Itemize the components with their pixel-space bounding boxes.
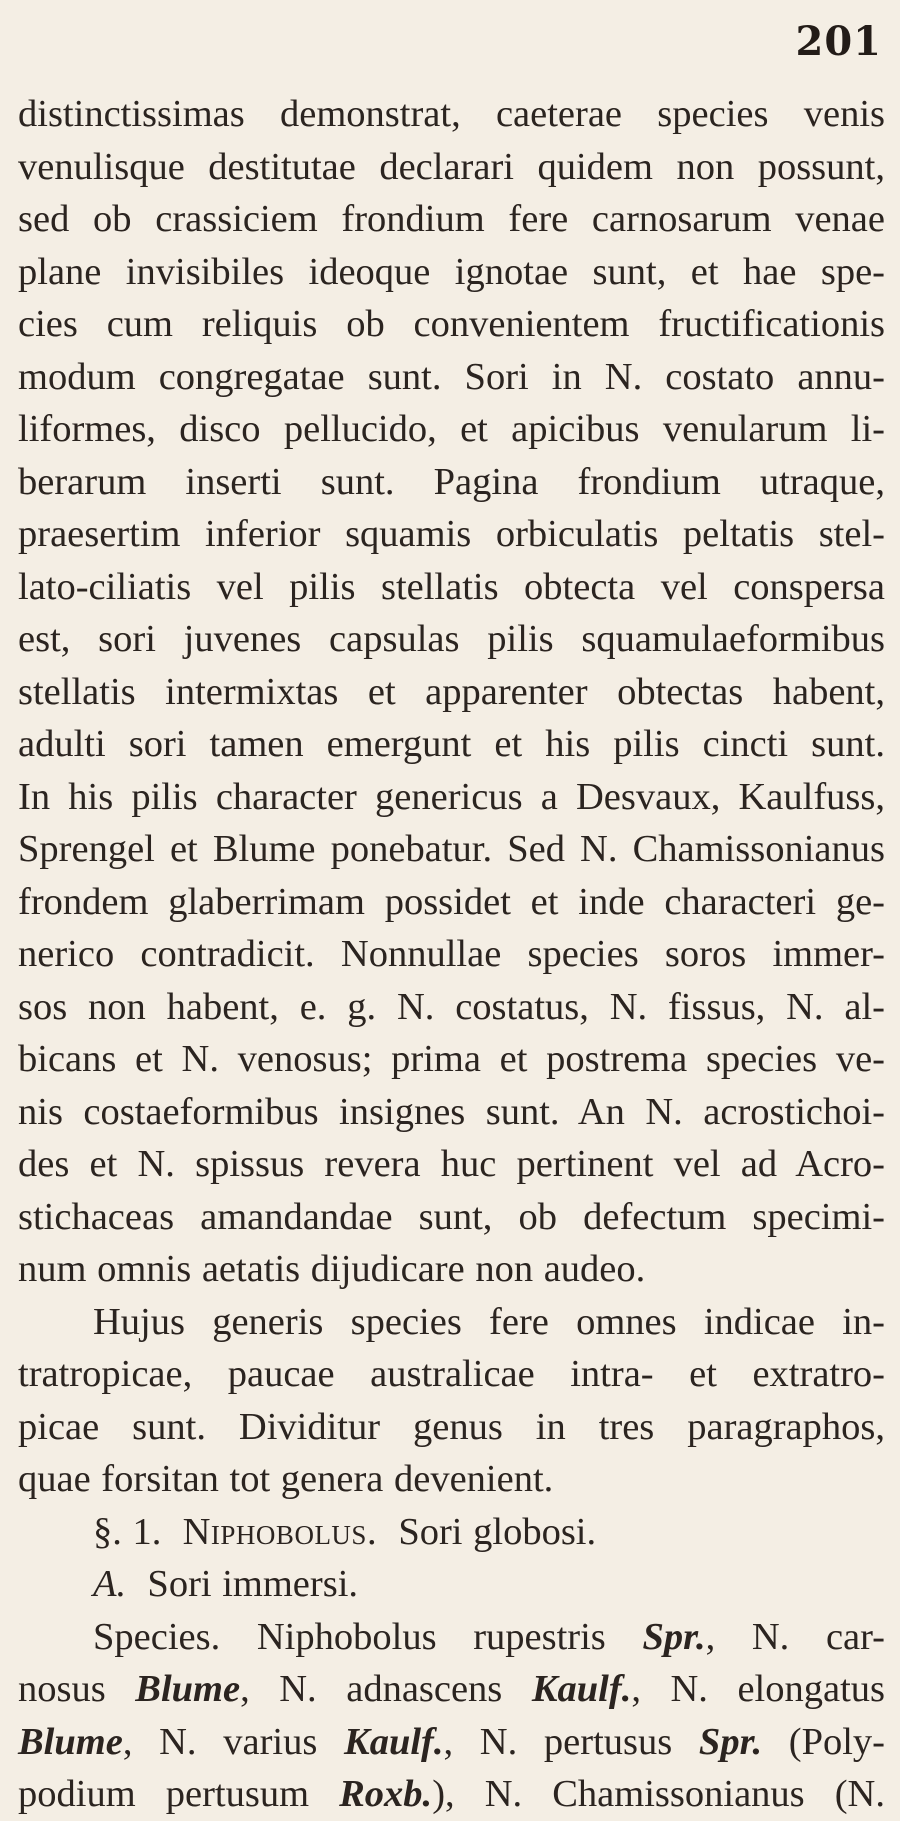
text-line [18,1768,885,1821]
text-line [18,1558,885,1611]
text-line [18,1663,885,1716]
text-line: nis costaeformibus insignes sunt. An N. acrostichoi- [18,1090,885,1133]
species-text: Species. Niphobolus rupestris [93,1615,643,1658]
text-line: modum congregatae sunt. Sori in N. costato annu- [18,355,885,398]
author-abbrev: Kaulf. [531,1668,632,1710]
paragraph-1 [18,88,885,1296]
text-line: est, sori juvenes capsulas pilis squamulaeformibus [18,618,885,660]
text-line: sed ob crassiciem frondium fere carnosarum venae [18,198,885,240]
species-text: podium pertusum [18,1773,340,1815]
species-text: , N. pertusus [443,1720,699,1763]
author-abbrev: Kaulf. [344,1720,444,1763]
section-heading [18,1506,885,1559]
page-number: 201 [795,18,882,65]
text-line: quae forsitan tot genera devenient. [18,1458,554,1500]
subsection-description: Sori immersi. [147,1563,359,1605]
author-abbrev: Blume [18,1720,123,1763]
text-line: Sprengel et Blume ponebatur. Sed N. Chamissonianus [18,828,885,870]
text-line: num omnis aetatis dijudicare non audeo. [18,1248,646,1290]
section-mark: §. 1. [93,1510,162,1553]
text-line: lato-ciliatis vel pilis stellatis obtecta vel conspersa [18,565,885,608]
species-text: (Poly- [762,1720,886,1763]
text-line: stichaceas amandandae sunt, ob defectum specimi- [18,1195,885,1238]
text-line: frondem glaberrimam possidet et inde characteri ge- [18,880,885,923]
genus-name: Niphobolus. [182,1510,378,1553]
species-text: nosus [18,1668,136,1710]
species-text: , N. elongatus [631,1668,886,1710]
text-line: In his pilis character genericus a Desvaux, Kaulfuss, [18,775,885,818]
text-line [18,1611,885,1664]
text-line: tratropicae, paucae australicae intra- et extratro- [18,1353,885,1395]
text-line: cies cum reliquis ob convenientem fructificationis [18,303,885,345]
author-abbrev: Blume [135,1668,241,1710]
species-text: , N. car- [705,1615,886,1658]
paragraph-2 [18,1296,885,1506]
species-paragraph [18,1611,885,1821]
text-line: nerico contradicit. Nonnullae species soros immer- [18,933,885,975]
subsection-heading [18,1558,885,1611]
species-text: , N. varius [122,1720,345,1763]
text-line: des et N. spissus revera huc pertinent vel ad Acro- [18,1143,885,1185]
section-description: Sori globosi. [398,1510,597,1553]
text-line: venulisque destitutae declarari quidem non possunt, [18,145,885,188]
species-text: , N. adnascens [240,1668,532,1710]
text-line: sos non habent, e. g. N. costatus, N. fissus, N. al- [18,985,885,1028]
text-line: adulti sori tamen emergunt et his pilis cincti sunt. [18,723,885,765]
text-line: berarum inserti sunt. Pagina frondium utraque, [18,460,885,503]
text-line [18,1716,885,1769]
text-line [18,1506,885,1559]
author-abbrev: Spr. [698,1720,763,1763]
subsection-letter: A. [93,1563,127,1605]
text-line: Hujus generis species fere omnes indicae in- [93,1300,885,1343]
author-abbrev: Spr. [642,1615,706,1658]
text-line: bicans et N. venosus; prima et postrema species ve- [18,1038,885,1080]
text-line: picae sunt. Dividitur genus in tres paragraphos, [18,1405,885,1448]
text-line: plane invisibiles ideoque ignotae sunt, et hae spe- [18,250,885,293]
author-abbrev: Roxb. [339,1773,433,1815]
text-line: stellatis intermixtas et apparenter obtectas habent, [18,670,885,713]
text-line: liformes, disco pellucido, et apicibus venularum li- [18,408,885,450]
text-line: praesertim inferior squamis orbiculatis peltatis stel- [18,513,885,555]
text-line: distinctissimas demonstrat, caeterae species venis [18,93,885,135]
species-text: ), N. Chamissonianus (N. [432,1773,885,1815]
